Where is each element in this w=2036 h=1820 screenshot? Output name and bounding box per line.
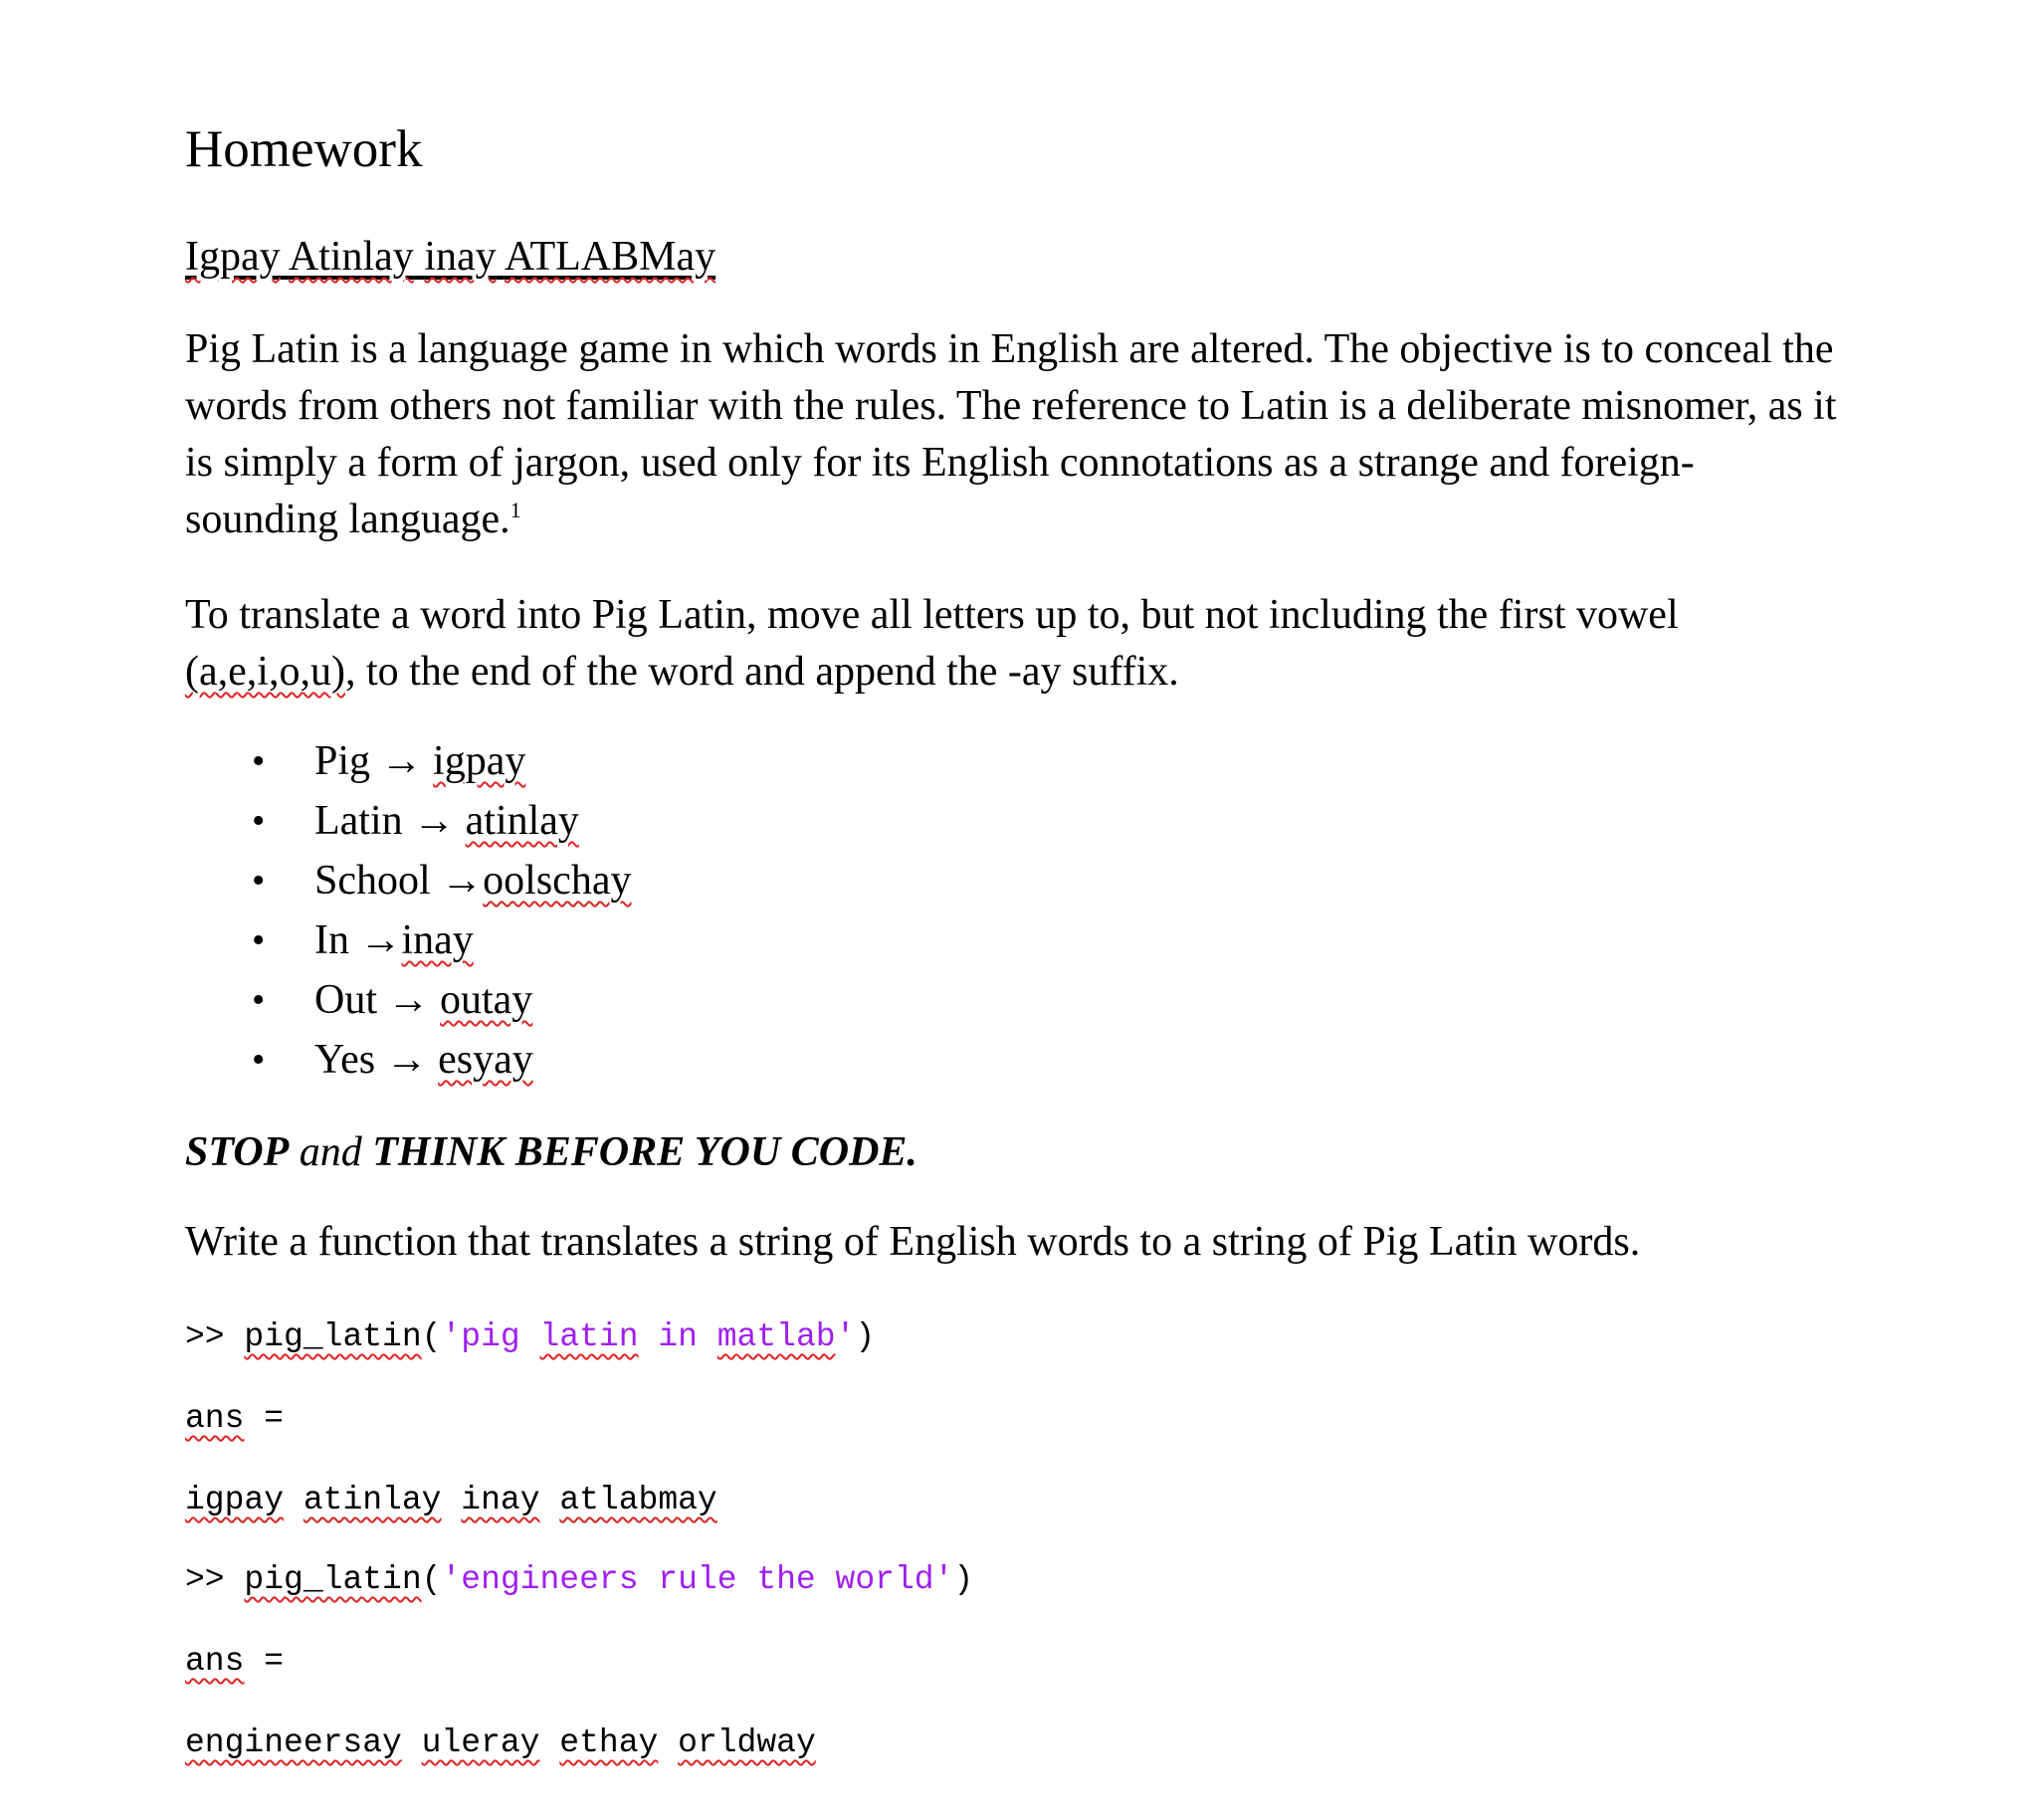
example-translation: outay [440,977,533,1023]
arrow-icon: → [375,1037,439,1083]
prompt: >> [185,1561,245,1598]
stop-and-think-note [185,1124,917,1180]
subtitle [185,231,715,283]
result-word: orldway [678,1724,816,1761]
result-word: ethay [559,1724,659,1761]
list-item [185,910,631,970]
open-paren: ( [421,1561,442,1598]
list-item [185,851,631,910]
example-translation: esyay [438,1037,533,1083]
equals: = [244,1643,285,1680]
stop-note-part-3: THINK BEFORE YOU CODE. [372,1129,917,1175]
function-name: pig_latin [244,1561,422,1598]
result-word: igpay [185,1482,285,1518]
arrow-icon: → [430,858,484,904]
string-arg-part: 'pig [441,1318,540,1355]
result-word: atinlay [303,1482,442,1518]
result-word: uleray [421,1724,540,1761]
bullet-icon: • [252,740,266,782]
close-paren: ) [855,1318,876,1355]
bullet-icon: • [252,800,266,842]
subtitle-word-3: inay [424,234,497,280]
vowels-list: (a,e,i,o,u) [185,649,345,695]
close-paren: ) [953,1561,974,1598]
example-word: In [314,917,349,963]
bullet-icon: • [252,860,266,902]
task-instruction: Write a function that translates a string of English words to a string of Pig Latin words. [185,1219,1641,1265]
code-line-ans-1 [185,1397,284,1441]
example-word: Pig [314,738,371,784]
rule-text-after: , to the end of the word and append the -ay suffix. [344,649,1179,695]
example-word: Out [314,977,377,1023]
result-word: inay [461,1482,540,1518]
subtitle-word-4: ATLABMay [504,234,716,280]
example-translation: igpay [433,738,526,784]
example-word: School [314,858,431,904]
list-item [185,791,631,851]
subtitle-word-2: Atinlay [288,234,414,280]
intro-paragraph-text: Pig Latin is a language game in which words in English are altered. The objective is to conceal the words from others not familiar with the rules. The reference to Latin is a deliberate misnomer, as it is simply a form of jargon, used only for its English connotations as a strange and foreign-sounding language. [185,326,1837,542]
string-arg-part: ' [835,1318,856,1355]
prompt: >> [185,1318,245,1355]
list-item [185,1030,631,1090]
code-line-result-2 [185,1721,816,1765]
example-translation: oolschay [483,858,632,904]
stop-note-part-1: STOP [185,1129,290,1175]
ans-label: ans [185,1400,245,1437]
equals: = [244,1400,285,1437]
result-word: engineersay [185,1724,402,1761]
bullet-icon: • [252,1039,266,1081]
code-line-command-1 [185,1315,875,1359]
code-line-ans-2 [185,1640,284,1684]
example-translation: atinlay [465,798,579,844]
subtitle-word-1: Igpay [185,234,281,280]
arrow-icon: → [377,977,440,1023]
open-paren: ( [421,1318,442,1355]
code-line-command-2 [185,1558,973,1602]
example-word: Yes [314,1037,376,1083]
example-word: Latin [314,798,403,844]
string-arg: 'engineers rule the world' [441,1561,954,1598]
list-item [185,970,631,1030]
page-title: Homework [185,120,423,178]
examples-list [185,731,631,1090]
example-translation: inay [401,917,474,963]
footnote-marker[interactable]: 1 [509,498,521,522]
arrow-icon: → [402,798,466,844]
arrow-icon: → [370,738,434,784]
string-arg-word: latin [539,1318,639,1355]
result-word: atlabmay [559,1482,717,1518]
rule-paragraph [185,587,1837,701]
bullet-icon: • [252,919,266,961]
arrow-icon: → [349,917,402,963]
string-arg-part: in [638,1318,717,1355]
ans-label: ans [185,1643,245,1680]
rule-text-before: To translate a word into Pig Latin, move all letters up to, but not including the first vowel [185,592,1679,638]
string-arg-word: matlab [716,1318,836,1355]
intro-paragraph [185,321,1837,548]
function-name: pig_latin [244,1318,422,1355]
stop-note-part-2: and [289,1129,373,1175]
code-line-result-1 [185,1479,717,1522]
bullet-icon: • [252,979,266,1021]
list-item [185,731,631,791]
